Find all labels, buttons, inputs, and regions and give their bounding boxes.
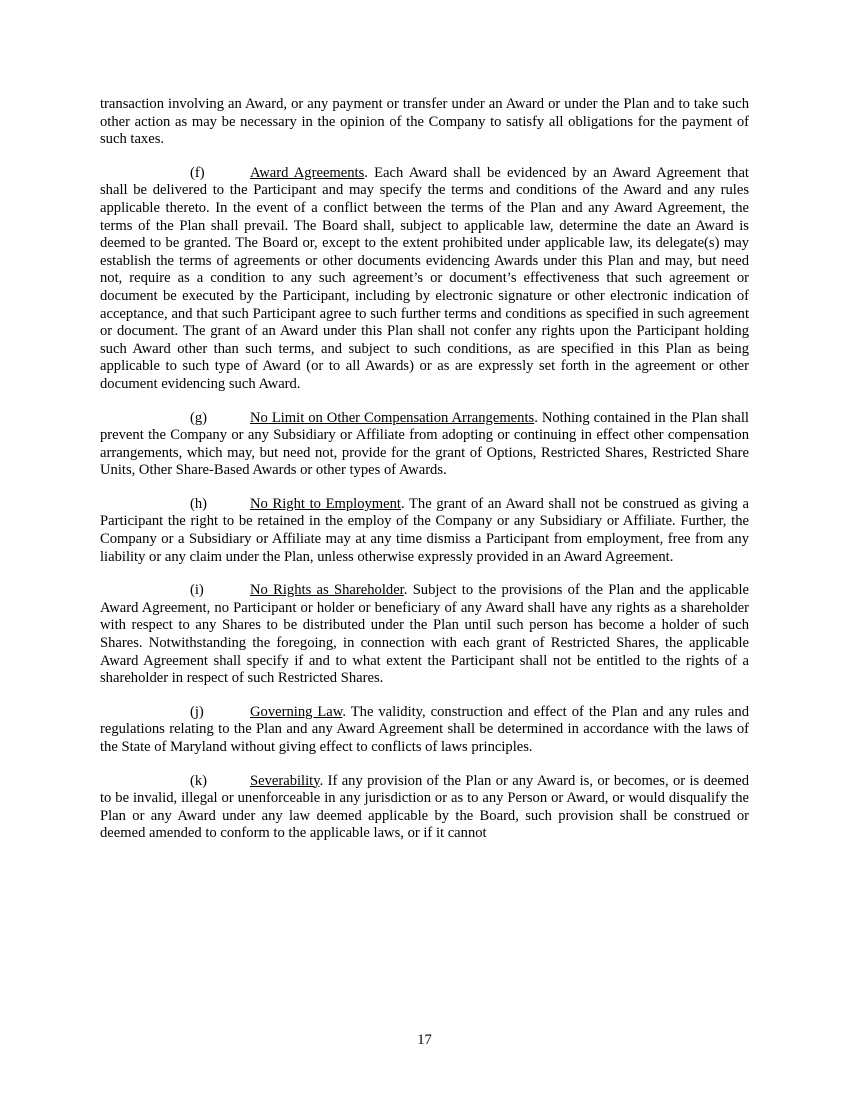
continuation-paragraph: transaction involving an Award, or any payment or transfer under an Award or under the Plan and to take such other action as may be necessary in the opinion of the Company to satisfy all obligations for the payment of such taxes. (100, 96, 749, 148)
section-marker: (h) (190, 495, 208, 512)
section-marker: (i) (190, 582, 204, 599)
section-body: . If any provision of the Plan or any Award is, or becomes, or is deemed to be invalid, illegal or unenforceable in any jurisdiction or as to any Person or Award, or would disqualify the Plan or any Award under any law deemed applicable by the Board, such provision shall be construed or deemed amended to conform to the applicable laws, or if it cannot (100, 772, 749, 842)
section-marker: (j) (190, 703, 204, 720)
section-k (100, 773, 749, 843)
section-heading: Award Agreements (250, 164, 365, 181)
section-heading: Governing Law (250, 703, 343, 720)
section-body: . The validity, construction and effect of the Plan and any rules and regulations relating to the Plan and any Award Agreement shall be determined in accordance with the laws of the State of Maryland without giving effect to conflicts of laws principles. (100, 703, 750, 755)
section-marker: (k) (190, 772, 208, 789)
section-body: . Nothing contained in the Plan shall prevent the Company or any Subsidiary or Affiliate from adopting or continuing in effect other compensation arrangements, which may, but need not, provide for the grant of Options, Restricted Shares, Restricted Share Units, Other Share-Based Awards or other types of Awards. (100, 409, 749, 479)
section-body: . The grant of an Award shall not be construed as giving a Participant the right to be retained in the employ of the Company or any Subsidiary or Affiliate. Further, the Company or a Subsidiary or Affiliate may at any time dismiss a Participant from employment, free from any liability or any claim under the Plan, unless otherwise expressly provided in an Award Agreement. (100, 495, 749, 565)
document-page (100, 96, 749, 859)
section-heading: No Right to Employment (250, 495, 401, 512)
section-heading: No Rights as Shareholder (250, 582, 404, 599)
section-j (100, 704, 749, 757)
section-f (100, 165, 749, 394)
section-marker: (f) (190, 164, 205, 181)
section-heading: Severability (250, 772, 320, 789)
section-body: . Subject to the provisions of the Plan and the applicable Award Agreement, no Participant or holder or beneficiary of any Award shall have any rights as a shareholder with respect to any Shares to be distributed under the Plan until such person has become a holder of such Shares. Notwithstanding the foregoing, in connection with each grant of Restricted Shares, the applicable Award Agreement shall specify if and to what extent the Participant shall not be entitled to the rights of a shareholder in respect of such Restricted Shares. (100, 582, 749, 687)
section-h (100, 496, 749, 566)
section-heading: No Limit on Other Compensation Arrangements (250, 409, 535, 426)
section-i (100, 582, 749, 688)
section-marker: (g) (190, 409, 208, 426)
section-body: . Each Award shall be evidenced by an Award Agreement that shall be delivered to the Participant and may specify the terms and conditions of the Award and any rules applicable thereto. In the event of a conflict between the terms of the Plan and any Award Agreement, the terms of the Plan shall prevail. The Board shall, subject to applicable law, determine the date an Award is deemed to be granted. The Board or, except to the extent prohibited under applicable law, its delegate(s) may establish the terms of agreements or other documents evidencing Awards under this Plan and may, but need not, require as a condition to any such agreement’s or document’s effectiveness that such agreement or document be executed by the Participant, including by electronic signature or other electronic indication of acceptance, and that such Participant agree to such further terms and conditions as specified in such agreement or document. The grant of an Award under this Plan shall not confer any rights upon the Participant holding such Award other than such terms, and subject to such conditions, as are specified in this Plan as being applicable to such type of Award (or to all Awards) or as are expressly set forth in the agreement or other document evidencing such Award. (100, 164, 749, 392)
page-number: 17 (417, 1032, 432, 1048)
section-g (100, 410, 749, 480)
